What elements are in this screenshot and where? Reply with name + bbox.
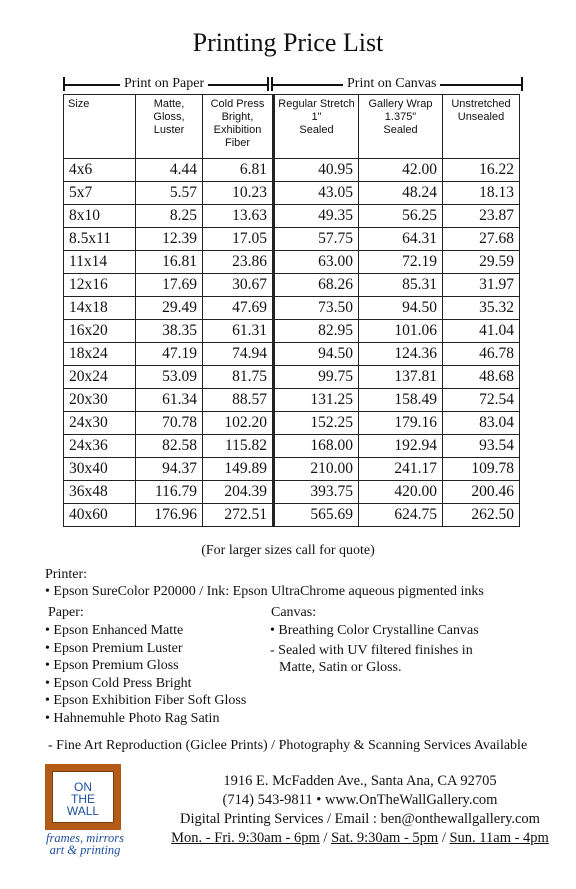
gallery-wrap-price-cell: 101.06 [359,320,443,343]
unstretched-price-cell: 83.04 [443,412,520,435]
col-gallery-wrap-label: Gallery Wrap 1.375" Sealed [368,98,433,136]
unstretched-price-cell: 41.04 [443,320,520,343]
col-size: Size [64,95,136,159]
gallery-wrap-price-cell: 137.81 [359,366,443,389]
size-cell: 36x48 [64,481,136,504]
cold-press-price-cell: 17.05 [203,228,274,251]
cold-press-price-cell: 6.81 [203,159,274,182]
gallery-wrap-price-cell: 56.25 [359,205,443,228]
cold-press-price-cell: 30.67 [203,274,274,297]
table-row [64,435,520,458]
table-row [64,458,520,481]
col-regular-stretch-label: Regular Stretch 1" Sealed [278,98,355,136]
printer-line: • Epson SureColor P20000 / Ink: Epson UltraChrome aqueous pigmented inks [45,584,484,599]
hours-sunday: Sun. 11am - 4pm [449,830,549,846]
paper-item: • Epson Premium Gloss [45,658,179,673]
matte-price-cell: 53.09 [136,366,203,389]
size-cell: 16x20 [64,320,136,343]
gallery-wrap-price-cell: 48.24 [359,182,443,205]
table-row [64,274,520,297]
regular-stretch-price-cell: 565.69 [274,504,359,527]
business-hours [135,830,576,847]
col-matte [136,95,203,159]
size-cell: 40x60 [64,504,136,527]
logo-tagline-line: frames, mirrors [45,831,125,845]
table-row [64,412,520,435]
unstretched-price-cell: 31.97 [443,274,520,297]
gallery-wrap-price-cell: 241.17 [359,458,443,481]
page-title: Printing Price List [192,28,384,57]
price-table-body [64,159,520,527]
regular-stretch-price-cell: 393.75 [274,481,359,504]
matte-price-cell: 29.49 [136,297,203,320]
size-cell: 24x36 [64,435,136,458]
paper-item: • Epson Enhanced Matte [45,623,184,638]
unstretched-price-cell: 27.68 [443,228,520,251]
cold-press-price-cell: 115.82 [203,435,274,458]
cold-press-price-cell: 88.57 [203,389,274,412]
logo-line: THE [71,792,95,806]
printer-heading: Printer: [45,567,87,582]
canvas-group-label: Print on Canvas [343,76,440,92]
matte-price-cell: 5.57 [136,182,203,205]
regular-stretch-price-cell: 210.00 [274,458,359,481]
cold-press-price-cell: 13.63 [203,205,274,228]
table-row [64,504,520,527]
matte-price-cell: 17.69 [136,274,203,297]
table-row [64,228,520,251]
cold-press-price-cell: 61.31 [203,320,274,343]
unstretched-price-cell: 16.22 [443,159,520,182]
paper-item: • Epson Premium Luster [45,640,183,656]
gallery-wrap-price-cell: 179.16 [359,412,443,435]
gallery-wrap-price-cell: 42.00 [359,159,443,182]
regular-stretch-price-cell: 49.35 [274,205,359,228]
matte-price-cell: 94.37 [136,458,203,481]
unstretched-price-cell: 35.32 [443,297,520,320]
cold-press-price-cell: 102.20 [203,412,274,435]
canvas-group-right-tick [521,77,523,91]
paper-list [45,622,246,727]
cold-press-price-cell: 47.69 [203,297,274,320]
matte-price-cell: 116.79 [136,481,203,504]
on-the-wall-logo [45,764,121,830]
unstretched-price-cell: 23.87 [443,205,520,228]
paper-group-label: Print on Paper [120,76,208,92]
paper-heading: Paper: [48,605,84,620]
table-row [64,366,520,389]
size-cell: 18x24 [64,343,136,366]
canvas-item: - Sealed with UV filtered finishes in [270,643,473,658]
cold-press-price-cell: 74.94 [203,343,274,366]
gallery-wrap-price-cell: 64.31 [359,228,443,251]
size-cell: 4x6 [64,159,136,182]
unstretched-price-cell: 48.68 [443,366,520,389]
matte-price-cell: 47.19 [136,343,203,366]
table-header-row [64,95,520,159]
table-row [64,297,520,320]
paper-item: • Epson Cold Press Bright [45,675,192,691]
logo-line: ON [74,780,92,794]
regular-stretch-price-cell: 40.95 [274,159,359,182]
contact-phone-web: (714) 543-9811 • www.OnTheWallGallery.com [222,792,498,808]
price-table [63,94,520,527]
gallery-wrap-price-cell: 192.94 [359,435,443,458]
contact-address: 1916 E. McFadden Ave., Santa Ana, CA 92705 [223,773,497,789]
unstretched-price-cell: 93.54 [443,435,520,458]
size-cell: 5x7 [64,182,136,205]
cold-press-price-cell: 10.23 [203,182,274,205]
hours-separator: / [438,830,450,846]
matte-price-cell: 70.78 [136,412,203,435]
gallery-wrap-price-cell: 72.19 [359,251,443,274]
regular-stretch-price-cell: 43.05 [274,182,359,205]
table-row [64,251,520,274]
regular-stretch-price-cell: 131.25 [274,389,359,412]
table-row [64,205,520,228]
gallery-wrap-price-cell: 420.00 [359,481,443,504]
regular-stretch-price-cell: 99.75 [274,366,359,389]
canvas-item: • Breathing Color Crystalline Canvas [270,623,479,638]
hours-weekday: Mon. - Fri. 9:30am - 6pm [171,830,320,846]
regular-stretch-price-cell: 63.00 [274,251,359,274]
size-cell: 30x40 [64,458,136,481]
gallery-wrap-price-cell: 94.50 [359,297,443,320]
size-cell: 11x14 [64,251,136,274]
cold-press-price-cell: 81.75 [203,366,274,389]
cold-press-price-cell: 272.51 [203,504,274,527]
table-row [64,389,520,412]
col-gallery-wrap [359,95,443,159]
col-unstretched-label: Unstretched Unsealed [451,98,511,123]
hours-separator: / [319,830,332,846]
canvas-heading: Canvas: [271,605,317,620]
larger-sizes-note: (For larger sizes call for quote) [201,543,375,558]
canvas-item: Matte, Satin or Gloss. [279,660,402,675]
gallery-wrap-price-cell: 624.75 [359,504,443,527]
logo-tagline [35,832,135,856]
size-cell: 20x30 [64,389,136,412]
group-divider-tick [267,77,269,91]
size-cell: 8x10 [64,205,136,228]
matte-price-cell: 176.96 [136,504,203,527]
unstretched-price-cell: 72.54 [443,389,520,412]
regular-stretch-price-cell: 94.50 [274,343,359,366]
unstretched-price-cell: 109.78 [443,458,520,481]
regular-stretch-price-cell: 82.95 [274,320,359,343]
regular-stretch-price-cell: 168.00 [274,435,359,458]
table-row [64,182,520,205]
unstretched-price-cell: 29.59 [443,251,520,274]
matte-price-cell: 61.34 [136,389,203,412]
col-unstretched [443,95,520,159]
paper-item: • Hahnemuhle Photo Rag Satin [45,710,220,726]
paper-item: • Epson Exhibition Fiber Soft Gloss [45,693,247,708]
table-row [64,481,520,504]
gallery-wrap-price-cell: 85.31 [359,274,443,297]
matte-price-cell: 16.81 [136,251,203,274]
col-cold-press-label: Cold Press Bright, Exhibition Fiber [210,98,265,149]
logo-inner-panel [52,771,114,823]
table-row [64,159,520,182]
unstretched-price-cell: 262.50 [443,504,520,527]
matte-price-cell: 38.35 [136,320,203,343]
col-cold-press [203,95,274,159]
regular-stretch-price-cell: 152.25 [274,412,359,435]
services-line: - Fine Art Reproduction (Giclee Prints) / Photography & Scanning Services Available [48,738,528,753]
regular-stretch-price-cell: 68.26 [274,274,359,297]
size-cell: 24x30 [64,412,136,435]
cold-press-price-cell: 23.86 [203,251,274,274]
regular-stretch-price-cell: 73.50 [274,297,359,320]
unstretched-price-cell: 18.13 [443,182,520,205]
cold-press-price-cell: 149.89 [203,458,274,481]
gallery-wrap-price-cell: 124.36 [359,343,443,366]
size-cell: 8.5x11 [64,228,136,251]
gallery-wrap-price-cell: 158.49 [359,389,443,412]
size-cell: 12x16 [64,274,136,297]
size-cell: 14x18 [64,297,136,320]
regular-stretch-price-cell: 57.75 [274,228,359,251]
hours-saturday: Sat. 9:30am - 5pm [331,830,439,846]
unstretched-price-cell: 200.46 [443,481,520,504]
logo-line: WALL [66,804,100,818]
contact-email: Digital Printing Services / Email : ben@onthewallgallery.com [180,811,540,827]
logo-tagline-line: art & printing [49,843,121,857]
col-regular-stretch [274,95,359,159]
table-row [64,320,520,343]
cold-press-price-cell: 204.39 [203,481,274,504]
table-row [64,343,520,366]
matte-price-cell: 4.44 [136,159,203,182]
matte-price-cell: 12.39 [136,228,203,251]
col-matte-label: Matte, Gloss, Luster [153,98,185,136]
unstretched-price-cell: 46.78 [443,343,520,366]
matte-price-cell: 82.58 [136,435,203,458]
size-cell: 20x24 [64,366,136,389]
matte-price-cell: 8.25 [136,205,203,228]
